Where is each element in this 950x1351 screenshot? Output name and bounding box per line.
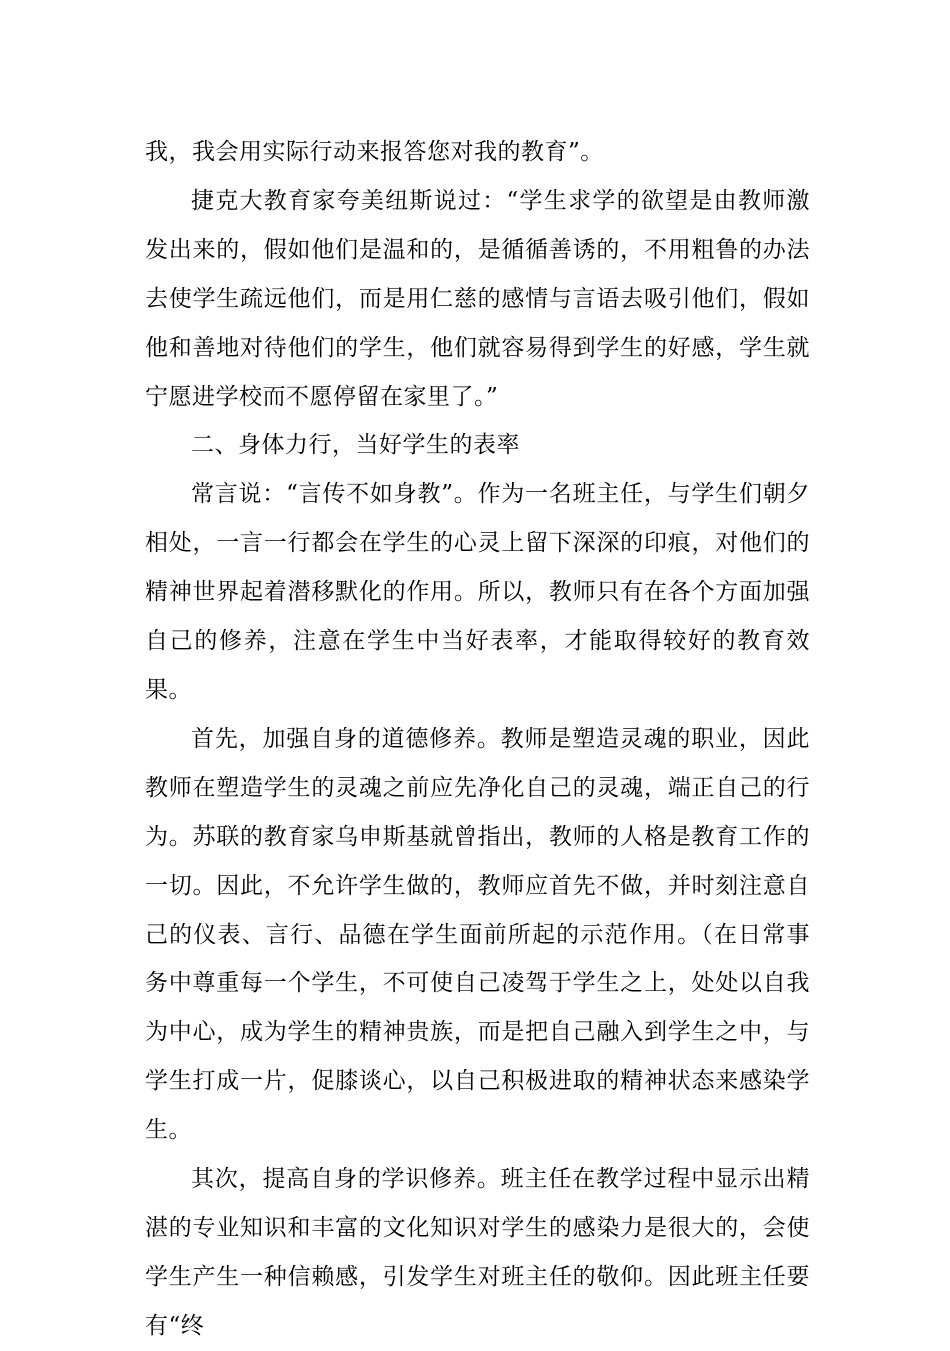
- paragraph-comenius-quote: 捷克大教育家夸美纽斯说过：“学生求学的欲望是由教师激发出来的，假如他们是温和的，是循循善诱的，不用粗鲁的办法去使学生疏远他们，而是用仁慈的感情与言语去吸引他们，假如他和善地对待他们的学生，他们就容易得到学生的好感，学生就宁愿进学校而不愿停留在家里了。”: [145, 187, 810, 410]
- paragraph-knowledge-cultivation: 其次，提高自身的学识修养。班主任在教学过程中显示出精湛的专业知识和丰富的文化知识对学生的感染力是很大的，会使学生产生一种信赖感，引发学生对班主任的敬仰。因此班主任要有“终: [145, 1166, 810, 1339]
- paragraph-continuation: 我，我会用实际行动来报答您对我的教育”。: [145, 139, 604, 165]
- section-heading: 二、身体力行，当好学生的表率: [191, 432, 520, 459]
- paragraph-lead-by-example: 常言说：“言传不如身教”。作为一名班主任，与学生们朝夕相处，一言一行都会在学生的心灵上留下深深的印痕，对他们的精神世界起着潜移默化的作用。所以，教师只有在各个方面加强自己的修养，注意在学生中当好表率，才能取得较好的教育效果。: [145, 481, 810, 703]
- paragraph-moral-cultivation: 首先，加强自身的道德修养。教师是塑造灵魂的职业，因此教师在塑造学生的灵魂之前应先净化自己的灵魂，端正自己的行为。苏联的教育家乌申斯基就曾指出，教师的人格是教育工作的一切。因此，不允许学生做的，教师应首先不做，并时刻注意自己的仪表、言行、品德在学生面前所起的示范作用。（在日常事务中尊重每一个学生，不可使自己凌驾于学生之上，处处以自我为中心，成为学生的精神贵族，而是把自己融入到学生之中，与学生打成一片，促膝谈心，以自己积极进取的精神状态来感染学生。: [145, 725, 810, 1144]
- document-page: [145, 128, 810, 1351]
